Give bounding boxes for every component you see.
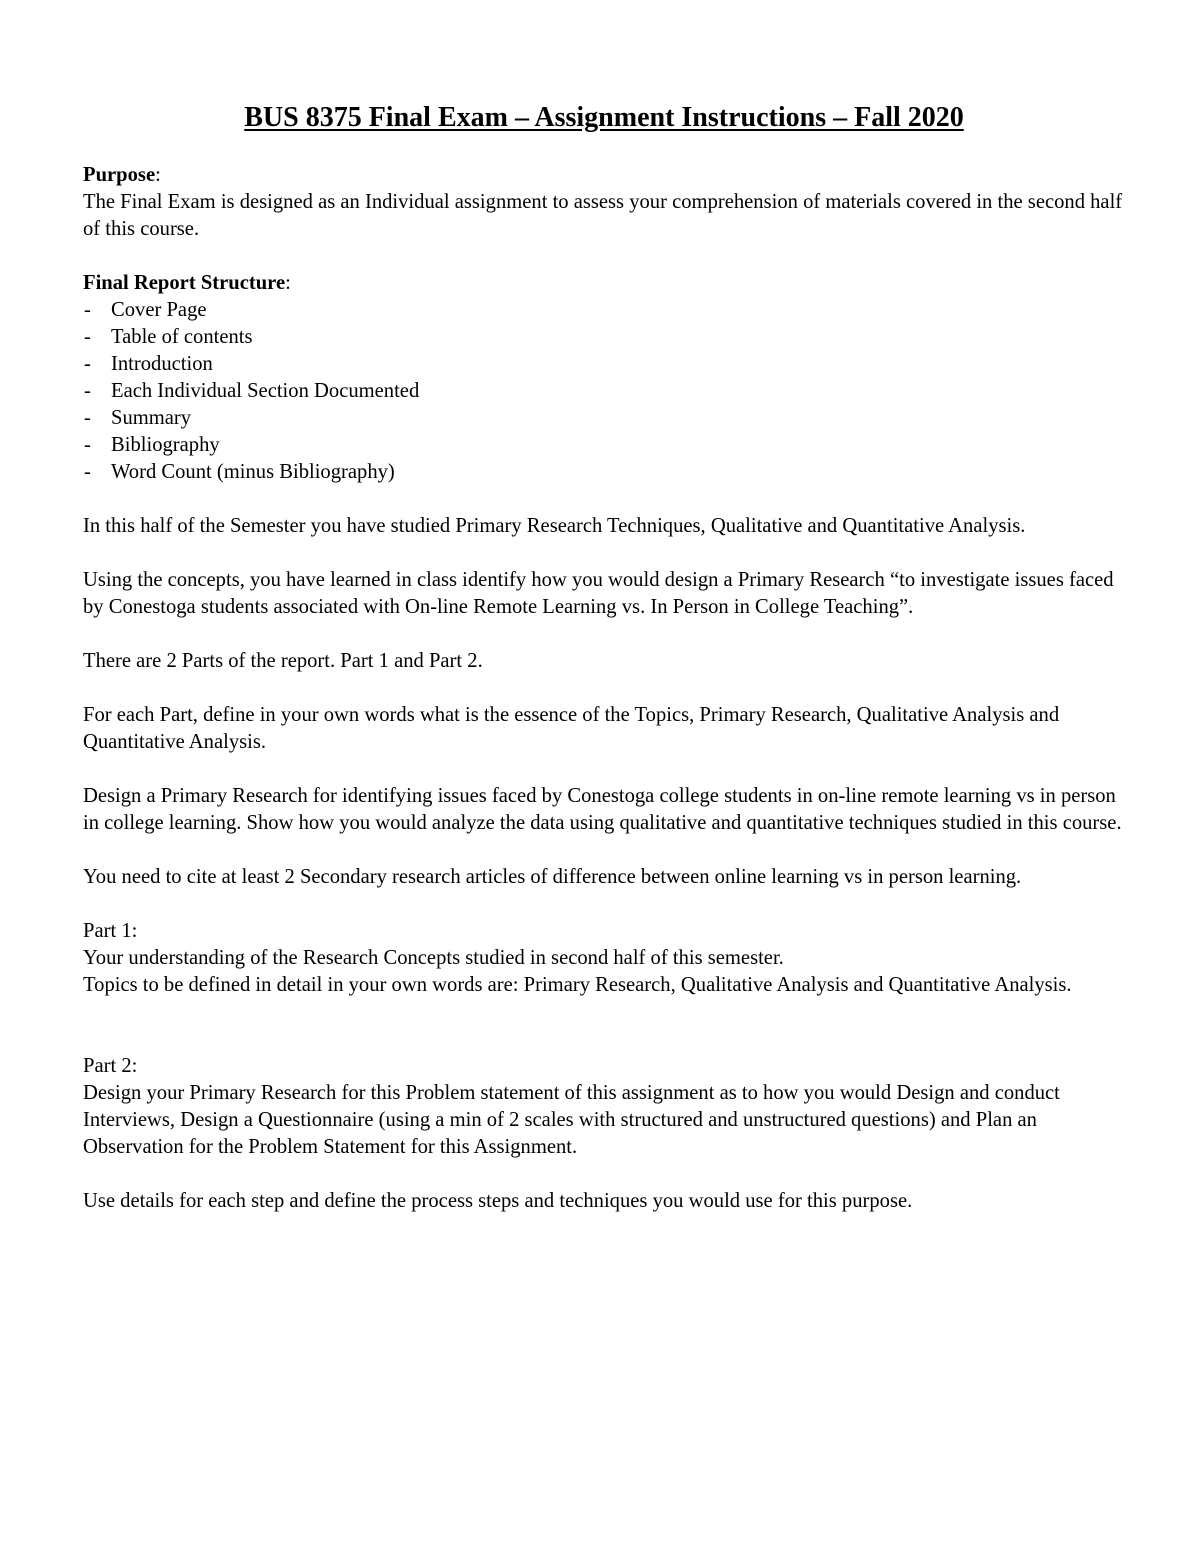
list-dash: - (84, 380, 91, 402)
paragraph-design: Design a Primary Research for identifying issues faced by Conestoga college students in on-line remote learning vs in person in college learning. Show how you would analyze the data using qualitative and quantitative techniques studied in this course. (83, 785, 1122, 834)
list-dash: - (84, 353, 91, 375)
list-item-text: Bibliography (111, 434, 220, 456)
list-item (83, 351, 1133, 378)
list-item (83, 405, 1133, 432)
structure-heading (83, 270, 1133, 297)
spacer (83, 837, 1133, 864)
list-item-text: Word Count (minus Bibliography) (111, 461, 395, 483)
spacer (83, 540, 1133, 567)
spacer (83, 891, 1133, 918)
spacer (83, 675, 1133, 702)
paragraph-semester: In this half of the Semester you have studied Primary Research Techniques, Qualitative and Quantitative Analysis. (83, 515, 1026, 537)
structure-colon: : (285, 272, 291, 294)
list-item (83, 297, 1133, 324)
spacer (83, 621, 1133, 648)
spacer (83, 756, 1133, 783)
spacer (83, 999, 1133, 1053)
list-dash: - (84, 461, 91, 483)
paragraph-define: For each Part, define in your own words what is the essence of the Topics, Primary Research, Qualitative Analysis and Quantitative Analysis. (83, 704, 1060, 753)
part1-heading: Part 1: (83, 920, 138, 942)
spacer (83, 1161, 1133, 1188)
list-dash: - (84, 299, 91, 321)
list-item-text: Each Individual Section Documented (111, 380, 420, 402)
purpose-label: Purpose (83, 164, 156, 186)
part1-line1: Your understanding of the Research Concepts studied in second half of this semester. (83, 947, 784, 969)
purpose-heading (83, 162, 1133, 189)
list-item (83, 378, 1133, 405)
paragraph-cite: You need to cite at least 2 Secondary research articles of difference between online learning vs in person learning. (83, 866, 1022, 888)
list-item (83, 324, 1133, 351)
list-item-text: Cover Page (111, 299, 207, 321)
paragraph-concepts: Using the concepts, you have learned in class identify how you would design a Primary Research “to investigate issues faced by Conestoga students associated with On-line Remote Learning vs. In Person in College Teaching”. (83, 569, 1114, 618)
list-item-text: Introduction (111, 353, 213, 375)
purpose-text: The Final Exam is designed as an Individual assignment to assess your comprehension of materials covered in the second half of this course. (83, 191, 1123, 240)
spacer (83, 486, 1133, 513)
list-dash: - (84, 407, 91, 429)
list-item (83, 432, 1133, 459)
purpose-colon: : (155, 164, 161, 186)
list-item-text: Table of contents (111, 326, 253, 348)
document-body (83, 162, 1133, 1215)
spacer (83, 243, 1133, 270)
paragraph-parts: There are 2 Parts of the report. Part 1 and Part 2. (83, 650, 483, 672)
part2-heading: Part 2: (83, 1055, 138, 1077)
list-dash: - (84, 434, 91, 456)
structure-list (83, 297, 1133, 486)
structure-label: Final Report Structure (83, 272, 286, 294)
list-item (83, 459, 1133, 486)
list-item-text: Summary (111, 407, 192, 429)
part1-line2: Topics to be defined in detail in your own words are: Primary Research, Qualitative Analysis and Quantitative Analysis. (83, 974, 1072, 996)
part2-text: Design your Primary Research for this Problem statement of this assignment as to how you would Design and conduct Interviews, Design a Questionnaire (using a min of 2 scales with structured and unstructured questions) and Plan an Observation for the Problem Statement for this Assignment. (83, 1082, 1060, 1158)
document-title: BUS 8375 Final Exam – Assignment Instructions – Fall 2020 (244, 102, 964, 133)
closing-text: Use details for each step and define the process steps and techniques you would use for this purpose. (83, 1190, 913, 1212)
list-dash: - (84, 326, 91, 348)
